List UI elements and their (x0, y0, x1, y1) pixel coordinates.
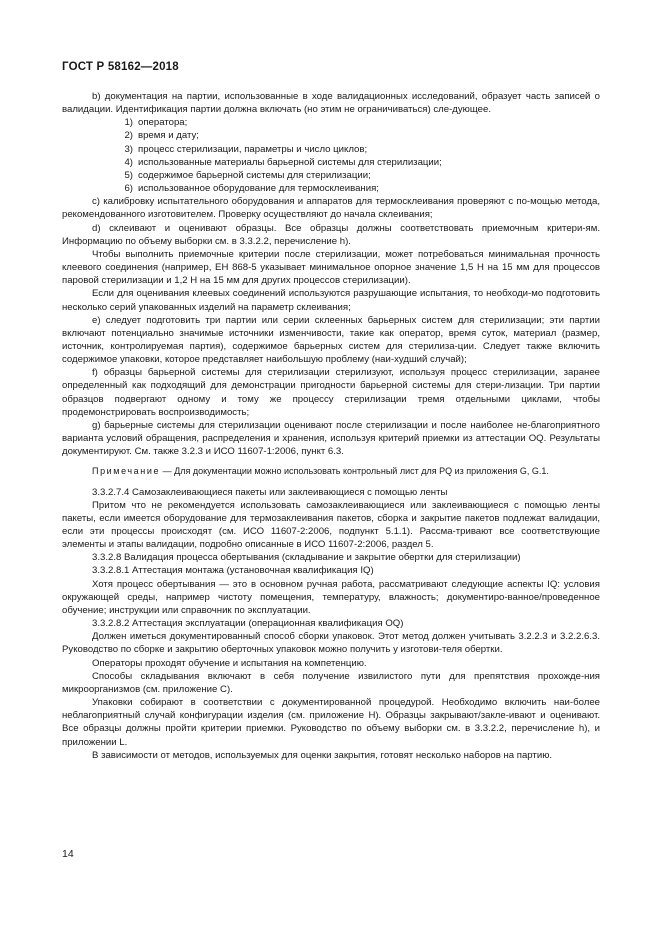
paragraph-d: d) склеивают и оценивают образцы. Все образцы должны соответствовать приемочным критери-ям. Информацию по объему выборки см. в 3.3.2.2, перечисление h). (62, 222, 600, 247)
list-item: 3) процесс стерилизации, параметры и число циклов; (124, 143, 368, 155)
list-item: 1) оператора; (124, 117, 188, 129)
note (62, 465, 600, 478)
paragraph-packs: Упаковки собирают в соответствии с документированной процедурой. Необходимо включить наи-более неблагоприятный случай конфигурации изделия (см. приложение H). Образцы закрывают/закле-ивают и оценивают. Все образцы должны пройти критерии приемки. Руководство по объему выборки см. в 3.3.2.2, перечисление h), и приложении L. (62, 697, 600, 748)
paragraph-g: g) барьерные системы для стерилизации оценивают после стерилизации и после наиболее не-благоприятного варианта условий обращения, распределения и хранения, используя критерий приемки из аттестации OQ. Результаты документируют. См. также 3.2.3 и ИСО 11607-1:2006, пункт 6.3. (62, 419, 600, 458)
document-body (62, 90, 600, 762)
paragraph-3-3-2-8-2: Должен иметься документированный способ сборки упаковок. Этот метод должен учитывать 3.2.2.3 и 3.2.2.6.3. Руководство по сборке и закрытию оберточных упаковок можно получить у изготови-теля обертки. (62, 631, 600, 656)
paragraph-acceptance: Чтобы выполнить приемочные критерии после стерилизации, может потребоваться минимальная прочность клеевого соединения (например, ЕН 868-5 указывает минимальное опорное значение 1,5 Н на 15 мм для процессов паровой стерилизации и 1,2 Н на 15 мм для других процессов стерилизации). (62, 248, 600, 287)
paragraph-3-3-2-8-1: Хотя процесс обертывания — это в основном ручная работа, рассматривают следующие аспекты IQ: условия окружающей среды, например чистоту помещения, температуру, влажность; документиро-ванное/проведенное обучение; инструкции или справочник по эксплуатации. (62, 578, 600, 616)
paragraph-operators: Операторы проходят обучение и испытания на компетенцию. (92, 657, 367, 669)
paragraph-f: f) образцы барьерной системы для стерилизации стерилизуют, используя процесс стерилизации, заранее определенный как подходящий для демонстрации пригодности барьерной системы для стери-лизации. Три партии образцов подвергают одному и тому же процессу стерилизации тремя отдельными циклами, чтобы продемонстрировать воспроизводимость; (62, 367, 600, 418)
list-b (62, 116, 600, 195)
document-header: ГОСТ Р 58162—2018 (62, 61, 179, 73)
section-3-3-2-8-1-heading: 3.3.2.8.1 Аттестация монтажа (установочная квалификация IQ) (92, 565, 374, 577)
list-item: 5) содержимое барьерной системы для стерилизации; (124, 169, 371, 181)
page-number: 14 (62, 848, 74, 860)
section-3-3-2-8-2-heading: 3.3.2.8.2 Аттестация эксплуатации (операционная квалификация OQ) (92, 618, 404, 630)
list-item: 4) использованные материалы барьерной системы для стерилизации; (124, 156, 442, 168)
paragraph-methods: В зависимости от методов, используемых для оценки закрытия, готовят несколько наборов на партию. (92, 749, 553, 761)
paragraph-destructive: Если для оценивания клеевых соединений используются разрушающие испытания, то необходи-мо подготовить несколько серий упакованных изделий на параметр склеивания; (62, 288, 600, 313)
paragraph-folding: Способы складывания включают в себя получение извилистого пути для препятствия прохожде-ния микроорганизмов (см. приложение C). (62, 670, 600, 695)
section-3-3-2-8-heading: 3.3.2.8 Валидация процесса обертывания (складывание и закрытие обертки для стерилизации) (92, 552, 521, 564)
paragraph-3-3-2-7-4: Притом что не рекомендуется использовать самозаклеивающиеся или заклеивающиеся с помощью ленты пакеты, если имеется оборудование для термозаклеивания пакетов, сборка и закрытие пакетов подлежат валидации, если эти процессы происходят (см. ИСО 11607-2:2006, подпункт 5.1.1). Рассма-тривают все соответствующие элементы и этапы валидации, подробно описанные в ИСО 11607-2:2006, раздел 5. (62, 499, 600, 551)
note-label: Примечание (92, 466, 161, 477)
note-text: — Для документации можно использовать контрольный лист для PQ из приложения G, G.1. (160, 466, 549, 477)
paragraph-c: c) калибровку испытательного оборудования и аппаратов для термосклеивания проверяют с по-мощью метода, рекомендованного изготовителем. Проверку осуществляют до начала склеивания; (62, 196, 600, 221)
paragraph-e: e) следует подготовить три партии или серии склеенных барьерных систем для стерилизации; эти партии включают потенциально значимые источники изменчивости, такие как оператор, время суток, материал (размер, источник, контролируемая партия), содержимое барьерных систем для стерилиза-ции. Следует также включить содержимое упаковки, которое представляет наибольшую проблему (наи-худший случай); (62, 314, 600, 366)
section-3-3-2-7-4-heading: 3.3.2.7.4 Самозаклеивающиеся пакеты или заклеивающиеся с помощью ленты (92, 486, 448, 498)
list-item: 6) использованное оборудование для термосклеивания; (124, 183, 379, 195)
list-item: 2) время и дату; (124, 130, 199, 142)
paragraph-b: b) документация на партии, использованные в ходе валидационных исследований, образует часть записей о валидации. Идентификация партии должна включать (но этим не ограничиваться) сле-дующее. (62, 91, 600, 116)
